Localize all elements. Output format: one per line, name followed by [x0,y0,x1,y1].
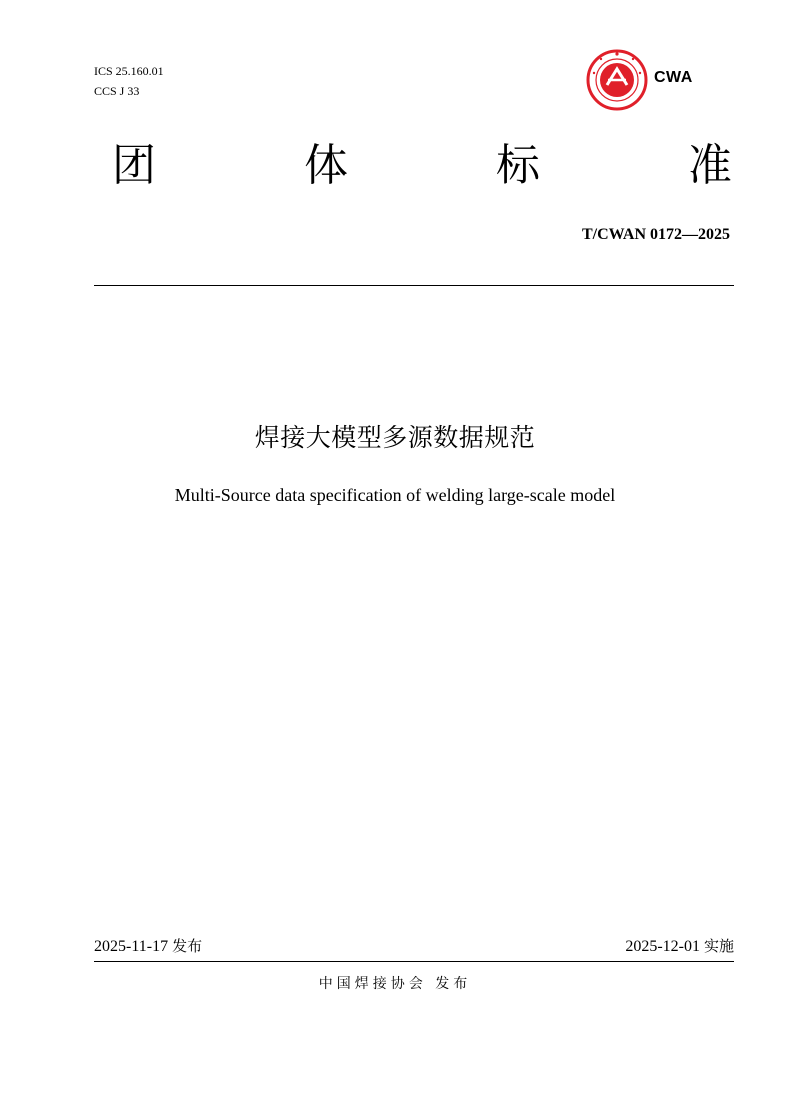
cwa-logo-icon [586,49,648,111]
title-english: Multi-Source data specification of welding large-scale model [174,485,616,505]
ics-code: ICS 25.160.01 [94,64,164,78]
logo-text: CWA [654,69,693,86]
issue-date: 2025-11-17 [94,938,169,955]
implement-label: 实施 [703,937,734,955]
standard-type-char: 体 [304,140,348,191]
standard-type-char: 准 [688,140,732,191]
standard-number: T/CWAN 0172—2025 [581,226,730,243]
title-chinese: 焊接大模型多源数据规范 [254,423,536,452]
standard-type-char: 标 [496,140,540,191]
dates-row [94,935,734,956]
issue-label: 发布 [172,937,203,955]
standard-type-heading [112,138,732,194]
ccs-code: CCS J 33 [94,84,140,98]
publisher: 中国焊接协会 发布 [318,976,472,992]
cwa-logo [586,49,706,109]
bottom-divider [94,961,734,962]
implement-date: 2025-12-01 [625,938,700,955]
implement-date-block [625,935,734,956]
classification-codes [94,61,164,101]
standard-type-char: 团 [112,140,156,191]
top-divider [94,285,734,286]
issue-date-block [94,935,202,956]
